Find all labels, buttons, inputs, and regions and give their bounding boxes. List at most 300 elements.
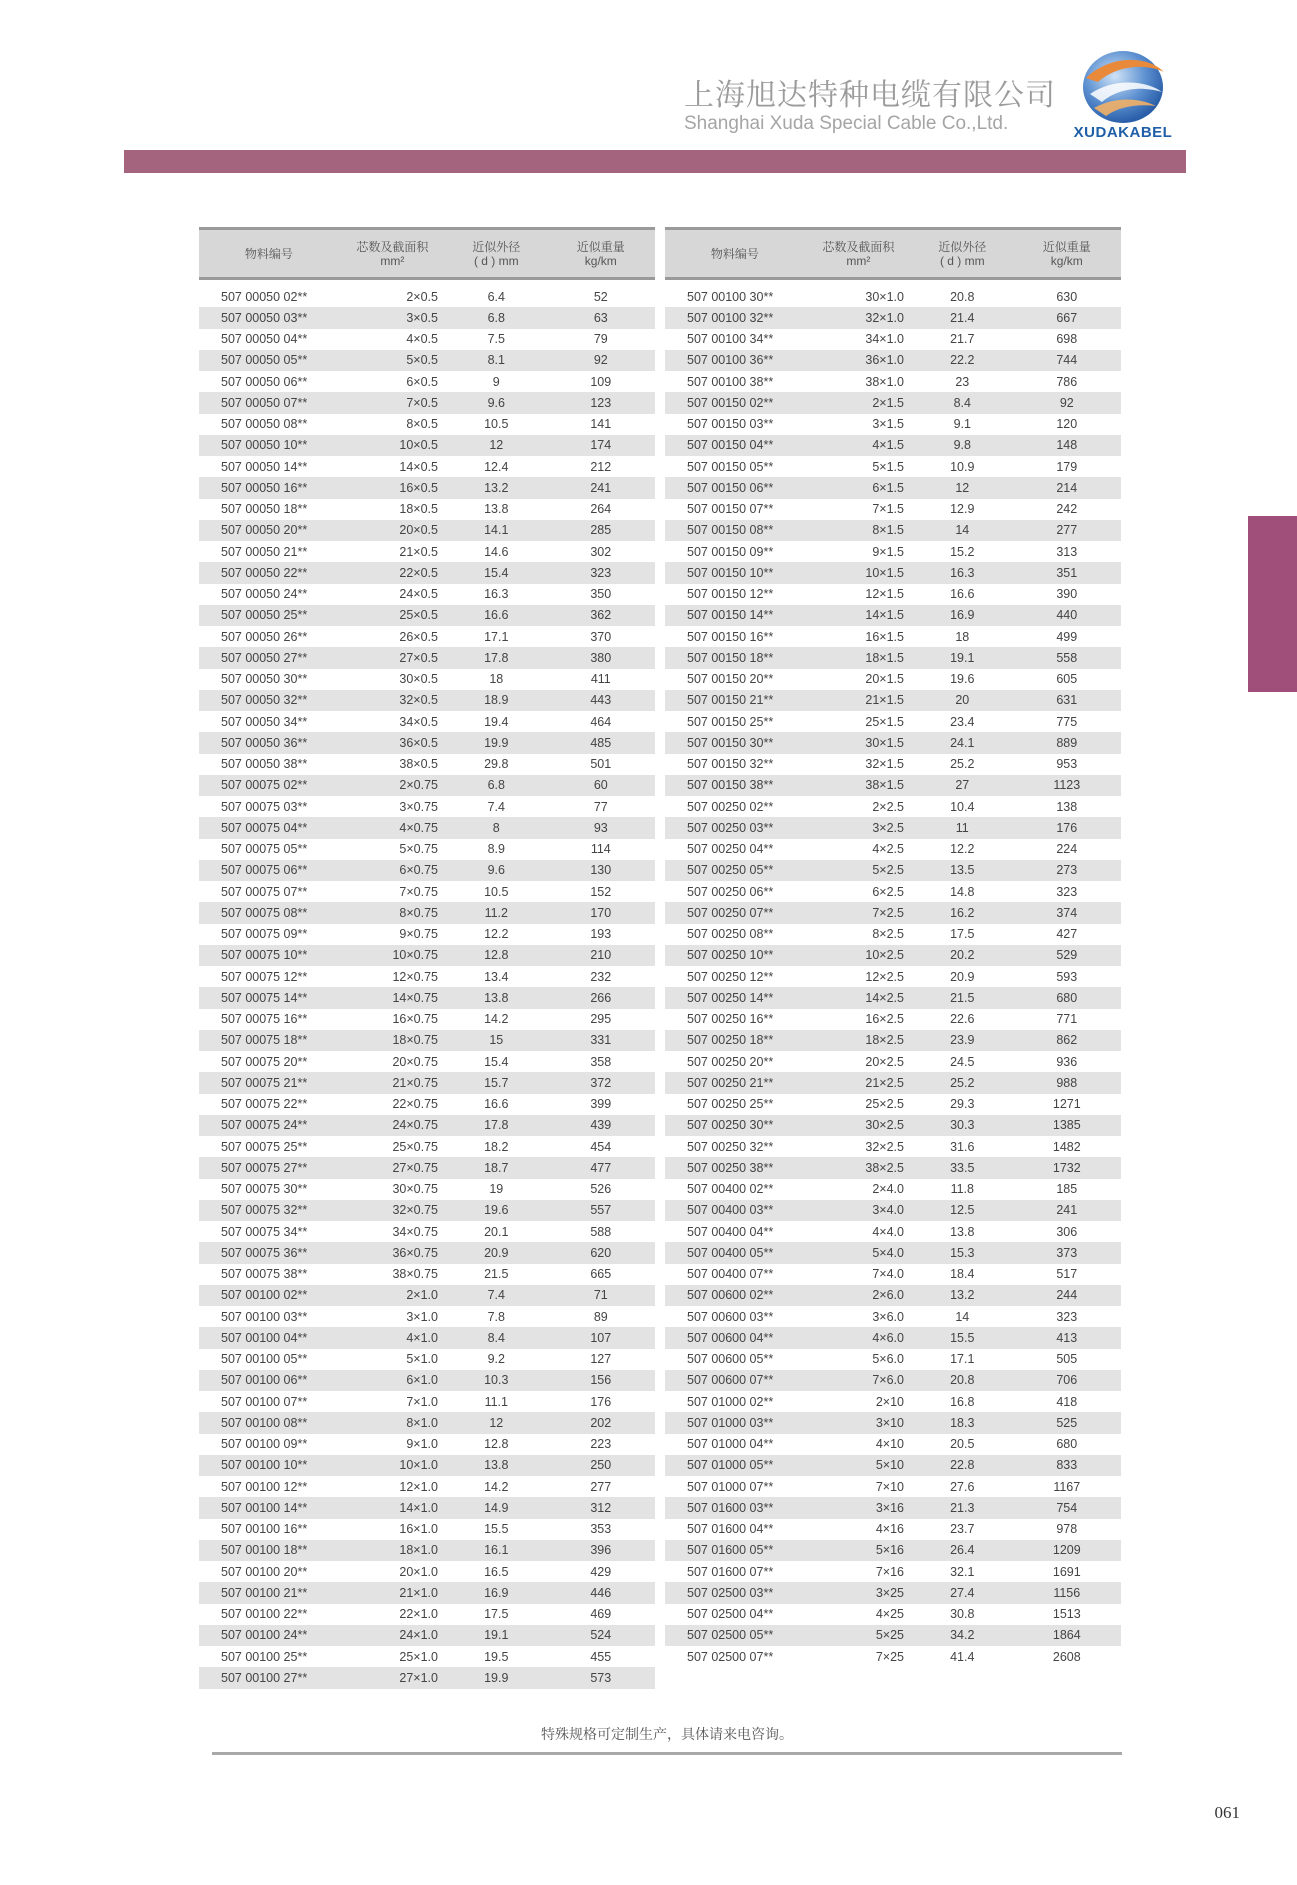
cores-cell: 7×1.0 (339, 1391, 446, 1412)
diameter-cell: 20.5 (912, 1434, 1013, 1455)
diameter-cell: 18.3 (912, 1412, 1013, 1433)
cores-cell: 27×0.75 (339, 1157, 446, 1178)
diameter-cell: 9.6 (446, 392, 547, 413)
cores-cell: 4×0.75 (339, 817, 446, 838)
diameter-cell: 16.6 (446, 605, 547, 626)
part-number-cell: 507 00050 26** (199, 626, 339, 647)
table-row (199, 1412, 655, 1433)
cores-cell: 34×1.0 (805, 329, 912, 350)
table-row (665, 881, 1121, 902)
part-number-cell: 507 01600 04** (665, 1519, 805, 1540)
weight-cell: 446 (547, 1582, 655, 1603)
table-row (665, 1391, 1121, 1412)
cores-cell: 2×1.5 (805, 392, 912, 413)
diameter-cell: 16.9 (912, 605, 1013, 626)
part-number-cell: 507 00050 25** (199, 605, 339, 626)
part-number-cell: 507 00050 07** (199, 392, 339, 413)
cores-cell: 12×1.5 (805, 584, 912, 605)
weight-cell: 2608 (1013, 1646, 1121, 1667)
cores-cell: 7×2.5 (805, 902, 912, 923)
part-number-cell: 507 00075 36** (199, 1242, 339, 1263)
weight-cell: 244 (1013, 1285, 1121, 1306)
part-number-cell: 507 00600 04** (665, 1327, 805, 1348)
cores-cell: 7×10 (805, 1476, 912, 1497)
diameter-cell: 18.7 (446, 1157, 547, 1178)
weight-cell: 529 (1013, 945, 1121, 966)
cores-cell: 20×0.75 (339, 1051, 446, 1072)
weight-cell: 411 (547, 669, 655, 690)
diameter-cell: 12 (446, 1412, 547, 1433)
cores-cell: 3×10 (805, 1412, 912, 1433)
part-number-cell: 507 00250 03** (665, 817, 805, 838)
weight-cell: 323 (547, 562, 655, 583)
weight-cell: 833 (1013, 1455, 1121, 1476)
table-row (199, 1030, 655, 1051)
weight-cell: 413 (1013, 1327, 1121, 1348)
diameter-cell: 8.9 (446, 839, 547, 860)
weight-cell: 427 (1013, 924, 1121, 945)
weight-cell: 223 (547, 1434, 655, 1455)
part-number-cell: 507 00050 08** (199, 414, 339, 435)
diameter-cell: 13.8 (446, 499, 547, 520)
table-row (665, 350, 1121, 371)
diameter-cell: 21.3 (912, 1497, 1013, 1518)
cores-cell: 3×1.5 (805, 414, 912, 435)
table-row (199, 987, 655, 1008)
part-number-cell: 507 00100 16** (199, 1519, 339, 1540)
diameter-cell: 12 (446, 435, 547, 456)
table-row (665, 1327, 1121, 1348)
weight-cell: 277 (547, 1476, 655, 1497)
part-number-cell: 507 00075 21** (199, 1072, 339, 1093)
table-row (199, 350, 655, 371)
part-number-cell: 507 00050 30** (199, 669, 339, 690)
company-name-cn: 上海旭达特种电缆有限公司 (684, 78, 1056, 113)
table-row (199, 584, 655, 605)
col-header-weight: 近似重量 kg/km (547, 229, 655, 279)
table-row (665, 1157, 1121, 1178)
diameter-cell: 19.5 (446, 1646, 547, 1667)
part-number-cell: 507 00600 07** (665, 1370, 805, 1391)
weight-cell: 71 (547, 1285, 655, 1306)
part-number-cell: 507 02500 03** (665, 1582, 805, 1603)
cores-cell: 5×6.0 (805, 1349, 912, 1370)
weight-cell: 156 (547, 1370, 655, 1391)
weight-cell: 667 (1013, 307, 1121, 328)
table-row (665, 1349, 1121, 1370)
table-row (199, 1497, 655, 1518)
diameter-cell: 20.9 (446, 1242, 547, 1263)
diameter-cell: 12.9 (912, 499, 1013, 520)
part-number-cell: 507 00150 18** (665, 647, 805, 668)
part-number-cell: 507 00250 08** (665, 924, 805, 945)
part-number-cell: 507 00100 21** (199, 1582, 339, 1603)
table-row (199, 626, 655, 647)
weight-cell: 241 (547, 477, 655, 498)
weight-cell: 499 (1013, 626, 1121, 647)
table-row (665, 414, 1121, 435)
weight-cell: 109 (547, 371, 655, 392)
table-row (199, 1306, 655, 1327)
diameter-cell: 14.9 (446, 1497, 547, 1518)
diameter-cell: 20.1 (446, 1221, 547, 1242)
table-row (665, 669, 1121, 690)
diameter-cell: 29.3 (912, 1094, 1013, 1115)
part-number-cell: 507 00050 02** (199, 286, 339, 307)
part-number-cell: 507 00150 38** (665, 775, 805, 796)
part-number-cell: 507 00075 18** (199, 1030, 339, 1051)
weight-cell: 114 (547, 839, 655, 860)
diameter-cell: 27.6 (912, 1476, 1013, 1497)
weight-cell: 152 (547, 881, 655, 902)
cores-cell: 16×1.5 (805, 626, 912, 647)
table-row (199, 1242, 655, 1263)
part-number-cell: 507 02500 04** (665, 1604, 805, 1625)
cores-cell: 3×0.75 (339, 796, 446, 817)
cores-cell: 5×2.5 (805, 860, 912, 881)
diameter-cell: 20.2 (912, 945, 1013, 966)
side-section-tab (1248, 516, 1297, 692)
cores-cell: 4×6.0 (805, 1327, 912, 1348)
weight-cell: 185 (1013, 1179, 1121, 1200)
diameter-cell: 24.5 (912, 1051, 1013, 1072)
col-header-diameter: 近似外径 ( d ) mm (912, 229, 1013, 279)
logo-wordmark: XUDAKABEL (1073, 124, 1173, 141)
cores-cell: 38×0.5 (339, 754, 446, 775)
part-number-cell: 507 00075 02** (199, 775, 339, 796)
weight-cell: 455 (547, 1646, 655, 1667)
weight-cell: 439 (547, 1115, 655, 1136)
table-row (665, 1497, 1121, 1518)
part-number-cell: 507 00250 21** (665, 1072, 805, 1093)
diameter-cell: 7.4 (446, 1285, 547, 1306)
part-number-cell: 507 00250 07** (665, 902, 805, 923)
weight-cell: 754 (1013, 1497, 1121, 1518)
diameter-cell: 41.4 (912, 1646, 1013, 1667)
table-row (199, 690, 655, 711)
cores-cell: 25×0.5 (339, 605, 446, 626)
diameter-cell: 19.1 (446, 1625, 547, 1646)
weight-cell: 353 (547, 1519, 655, 1540)
part-number-cell: 507 00050 38** (199, 754, 339, 775)
part-number-cell: 507 00100 22** (199, 1604, 339, 1625)
table-row (665, 945, 1121, 966)
table-row (665, 626, 1121, 647)
part-number-cell: 507 00150 21** (665, 690, 805, 711)
part-number-cell: 507 01600 05** (665, 1540, 805, 1561)
table-row (199, 1434, 655, 1455)
part-number-cell: 507 00100 24** (199, 1625, 339, 1646)
part-number-cell: 507 00600 03** (665, 1306, 805, 1327)
weight-cell: 176 (547, 1391, 655, 1412)
cores-cell: 38×1.0 (805, 371, 912, 392)
table-row (665, 987, 1121, 1008)
table-row (199, 1285, 655, 1306)
part-number-cell: 507 00100 10** (199, 1455, 339, 1476)
table-row (665, 499, 1121, 520)
cores-cell: 21×2.5 (805, 1072, 912, 1093)
weight-cell: 1864 (1013, 1625, 1121, 1646)
col-header-part-number: 物料编号 (199, 229, 339, 279)
table-row (665, 690, 1121, 711)
weight-cell: 524 (547, 1625, 655, 1646)
table-row (199, 669, 655, 690)
cores-cell: 30×1.0 (805, 286, 912, 307)
weight-cell: 351 (1013, 562, 1121, 583)
cores-cell: 26×0.5 (339, 626, 446, 647)
table-row (665, 775, 1121, 796)
weight-cell: 525 (1013, 1412, 1121, 1433)
table-row (199, 435, 655, 456)
table-row (665, 1285, 1121, 1306)
table-row (199, 1115, 655, 1136)
diameter-cell: 15.5 (912, 1327, 1013, 1348)
table-row (199, 477, 655, 498)
table-row (199, 329, 655, 350)
part-number-cell: 507 00100 04** (199, 1327, 339, 1348)
cores-cell: 24×0.75 (339, 1115, 446, 1136)
table-header-row (665, 229, 1121, 279)
diameter-cell: 21.7 (912, 329, 1013, 350)
diameter-cell: 19.6 (912, 669, 1013, 690)
table-row (665, 924, 1121, 945)
cores-cell: 27×0.5 (339, 647, 446, 668)
diameter-cell: 10.5 (446, 414, 547, 435)
part-number-cell: 507 00050 34** (199, 711, 339, 732)
cores-cell: 14×1.5 (805, 605, 912, 626)
diameter-cell: 18 (912, 626, 1013, 647)
table-row (665, 329, 1121, 350)
table-row (665, 1582, 1121, 1603)
cores-cell: 36×0.75 (339, 1242, 446, 1263)
diameter-cell: 11.8 (912, 1179, 1013, 1200)
cores-cell: 7×6.0 (805, 1370, 912, 1391)
part-number-cell: 507 00050 20** (199, 520, 339, 541)
table-row (665, 477, 1121, 498)
cores-cell: 14×0.5 (339, 456, 446, 477)
part-number-cell: 507 00100 08** (199, 1412, 339, 1433)
part-number-cell: 507 00150 12** (665, 584, 805, 605)
cores-cell: 4×1.0 (339, 1327, 446, 1348)
weight-cell: 953 (1013, 754, 1121, 775)
cores-cell: 6×0.75 (339, 860, 446, 881)
part-number-cell: 507 00100 38** (665, 371, 805, 392)
weight-cell: 526 (547, 1179, 655, 1200)
weight-cell: 179 (1013, 456, 1121, 477)
weight-cell: 978 (1013, 1519, 1121, 1540)
diameter-cell: 15.4 (446, 562, 547, 583)
weight-cell: 52 (547, 286, 655, 307)
part-number-cell: 507 00150 32** (665, 754, 805, 775)
part-number-cell: 507 00100 07** (199, 1391, 339, 1412)
cores-cell: 6×0.5 (339, 371, 446, 392)
weight-cell: 1385 (1013, 1115, 1121, 1136)
diameter-cell: 7.8 (446, 1306, 547, 1327)
table-row (199, 1009, 655, 1030)
table-row (199, 711, 655, 732)
part-number-cell: 507 00050 16** (199, 477, 339, 498)
part-number-cell: 507 00100 12** (199, 1476, 339, 1497)
diameter-cell: 10.9 (912, 456, 1013, 477)
cores-cell: 27×1.0 (339, 1667, 446, 1688)
table-row (199, 1561, 655, 1582)
cores-cell: 9×1.5 (805, 541, 912, 562)
diameter-cell: 13.2 (446, 477, 547, 498)
part-number-cell: 507 02500 05** (665, 1625, 805, 1646)
table-row (665, 902, 1121, 923)
part-number-cell: 507 00150 04** (665, 435, 805, 456)
cores-cell: 20×1.0 (339, 1561, 446, 1582)
weight-cell: 63 (547, 307, 655, 328)
table-row (665, 1625, 1121, 1646)
cores-cell: 16×1.0 (339, 1519, 446, 1540)
table-row (199, 1094, 655, 1115)
cores-cell: 8×0.5 (339, 414, 446, 435)
weight-cell: 241 (1013, 1200, 1121, 1221)
diameter-cell: 10.3 (446, 1370, 547, 1391)
diameter-cell: 14.2 (446, 1476, 547, 1497)
cores-cell: 25×2.5 (805, 1094, 912, 1115)
diameter-cell: 30.8 (912, 1604, 1013, 1625)
diameter-cell: 20.9 (912, 966, 1013, 987)
part-number-cell: 507 00100 14** (199, 1497, 339, 1518)
table-row (665, 860, 1121, 881)
part-number-cell: 507 00250 12** (665, 966, 805, 987)
part-number-cell: 507 00100 36** (665, 350, 805, 371)
table-row (665, 456, 1121, 477)
part-number-cell: 507 00075 27** (199, 1157, 339, 1178)
cores-cell: 24×0.5 (339, 584, 446, 605)
cores-cell: 25×1.0 (339, 1646, 446, 1667)
cores-cell: 22×1.0 (339, 1604, 446, 1625)
weight-cell: 193 (547, 924, 655, 945)
table-row (665, 584, 1121, 605)
table-row (665, 1179, 1121, 1200)
table-row (199, 817, 655, 838)
weight-cell: 107 (547, 1327, 655, 1348)
part-number-cell: 507 00250 32** (665, 1136, 805, 1157)
cable-spec-table-right (665, 227, 1121, 1667)
weight-cell: 250 (547, 1455, 655, 1476)
weight-cell: 1156 (1013, 1582, 1121, 1603)
diameter-cell: 11 (912, 817, 1013, 838)
diameter-cell: 29.8 (446, 754, 547, 775)
diameter-cell: 16.3 (912, 562, 1013, 583)
weight-cell: 374 (1013, 902, 1121, 923)
diameter-cell: 16.6 (912, 584, 1013, 605)
part-number-cell: 507 00050 18** (199, 499, 339, 520)
part-number-cell: 507 01000 04** (665, 1434, 805, 1455)
col-header-cores: 芯数及截面积 mm² (339, 229, 446, 279)
part-number-cell: 507 00150 05** (665, 456, 805, 477)
cores-cell: 21×0.75 (339, 1072, 446, 1093)
table-body-right (665, 279, 1121, 1668)
diameter-cell: 27 (912, 775, 1013, 796)
table-row (199, 1667, 655, 1688)
cores-cell: 22×0.5 (339, 562, 446, 583)
diameter-cell: 21.5 (446, 1264, 547, 1285)
part-number-cell: 507 00250 14** (665, 987, 805, 1008)
diameter-cell: 24.1 (912, 732, 1013, 753)
part-number-cell: 507 00100 27** (199, 1667, 339, 1688)
part-number-cell: 507 00075 03** (199, 796, 339, 817)
part-number-cell: 507 00100 32** (665, 307, 805, 328)
weight-cell: 1732 (1013, 1157, 1121, 1178)
diameter-cell: 20.8 (912, 286, 1013, 307)
spacer-cell (665, 279, 1121, 287)
part-number-cell: 507 00250 25** (665, 1094, 805, 1115)
cores-cell: 5×4.0 (805, 1242, 912, 1263)
table-row (199, 902, 655, 923)
cores-cell: 5×1.0 (339, 1349, 446, 1370)
cores-cell: 30×1.5 (805, 732, 912, 753)
cores-cell: 2×0.5 (339, 286, 446, 307)
weight-cell: 79 (547, 329, 655, 350)
cores-cell: 21×1.5 (805, 690, 912, 711)
table-row (665, 562, 1121, 583)
cores-cell: 3×0.5 (339, 307, 446, 328)
part-number-cell: 507 00400 04** (665, 1221, 805, 1242)
table-row (199, 392, 655, 413)
table-row (199, 307, 655, 328)
part-number-cell: 507 00150 07** (665, 499, 805, 520)
part-number-cell: 507 00075 34** (199, 1221, 339, 1242)
weight-cell: 936 (1013, 1051, 1121, 1072)
diameter-cell: 16.9 (446, 1582, 547, 1603)
weight-cell: 593 (1013, 966, 1121, 987)
cores-cell: 4×4.0 (805, 1221, 912, 1242)
part-number-cell: 507 00100 25** (199, 1646, 339, 1667)
table-header-row (199, 229, 655, 279)
cores-cell: 38×2.5 (805, 1157, 912, 1178)
weight-cell: 1209 (1013, 1540, 1121, 1561)
diameter-cell: 7.5 (446, 329, 547, 350)
diameter-cell: 9 (446, 371, 547, 392)
table-row (199, 1221, 655, 1242)
diameter-cell: 15.5 (446, 1519, 547, 1540)
part-number-cell: 507 00100 18** (199, 1540, 339, 1561)
diameter-cell: 14.6 (446, 541, 547, 562)
diameter-cell: 11.1 (446, 1391, 547, 1412)
table-spacer-row (199, 279, 655, 287)
diameter-cell: 12.5 (912, 1200, 1013, 1221)
part-number-cell: 507 00075 16** (199, 1009, 339, 1030)
diameter-cell: 13.5 (912, 860, 1013, 881)
weight-cell: 264 (547, 499, 655, 520)
col-header-weight: 近似重量 kg/km (1013, 229, 1121, 279)
diameter-cell: 14 (912, 520, 1013, 541)
diameter-cell: 9.1 (912, 414, 1013, 435)
diameter-cell: 18.9 (446, 690, 547, 711)
diameter-cell: 13.8 (446, 987, 547, 1008)
table-row (665, 1264, 1121, 1285)
part-number-cell: 507 00050 05** (199, 350, 339, 371)
cores-cell: 5×0.75 (339, 839, 446, 860)
table-row (199, 605, 655, 626)
diameter-cell: 13.4 (446, 966, 547, 987)
cores-cell: 22×0.75 (339, 1094, 446, 1115)
weight-cell: 665 (547, 1264, 655, 1285)
cores-cell: 32×0.75 (339, 1200, 446, 1221)
diameter-cell: 18.2 (446, 1136, 547, 1157)
weight-cell: 313 (1013, 541, 1121, 562)
part-number-cell: 507 00050 14** (199, 456, 339, 477)
diameter-cell: 12.4 (446, 456, 547, 477)
table-row (665, 1540, 1121, 1561)
weight-cell: 454 (547, 1136, 655, 1157)
weight-cell: 630 (1013, 286, 1121, 307)
cores-cell: 3×1.0 (339, 1306, 446, 1327)
